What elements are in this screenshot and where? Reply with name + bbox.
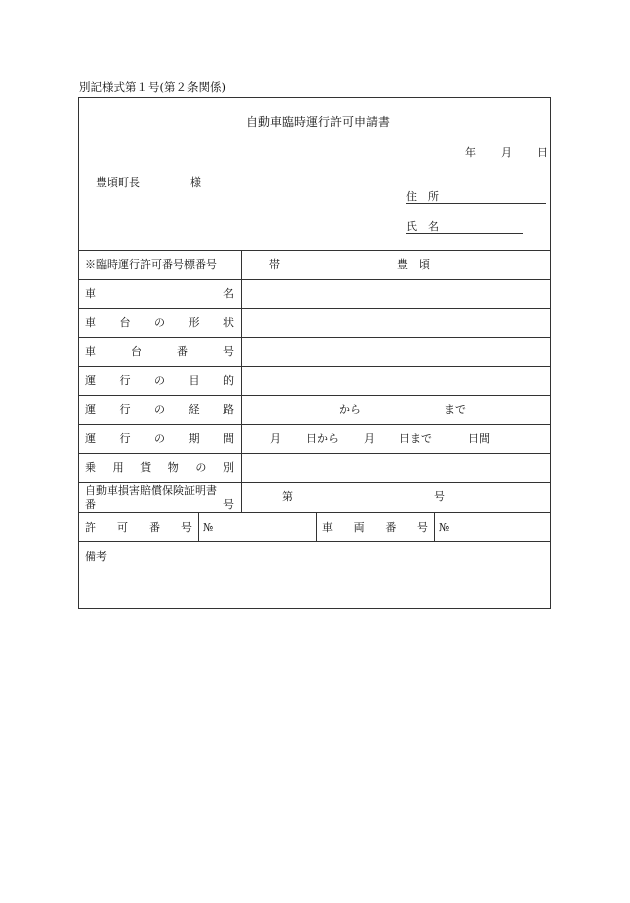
name-field[interactable] [406, 221, 523, 234]
addressee-name: 豊頃町長 [96, 176, 140, 189]
column-divider [241, 250, 242, 512]
body-number-label: 車 台 番 号 [85, 345, 234, 358]
form-caption: 別記様式第１号(第２条関係) [79, 80, 226, 94]
period-days: 日間 [468, 432, 490, 445]
row-divider [79, 541, 550, 542]
remarks-field[interactable] [85, 568, 545, 604]
temp-plate-label: ※臨時運行許可番号標番号 [85, 258, 217, 271]
body-shape-field[interactable] [247, 313, 547, 333]
temp-plate-value2: 豊 頃 [397, 258, 430, 271]
row-divider [79, 337, 550, 338]
row-divider [79, 308, 550, 309]
address-label: 住 所 [406, 190, 439, 203]
row-divider [79, 395, 550, 396]
remarks-label: 備考 [85, 550, 107, 563]
insurance-label-line1: 自動車損害賠償保険証明書 [85, 484, 217, 497]
column-divider [198, 512, 199, 541]
usage-field[interactable] [247, 458, 547, 478]
insurance-label-line2: 番 号 [85, 498, 234, 511]
usage-label: 乗 用 貨 物 の 別 [85, 461, 234, 474]
address-field[interactable] [406, 191, 546, 204]
permit-no: № [203, 521, 214, 534]
period-month: 月 [270, 432, 281, 445]
car-name-label: 車 名 [85, 287, 234, 300]
row-divider [79, 512, 550, 513]
date-year: 年 [465, 146, 476, 159]
vehicle-no: № [439, 521, 450, 534]
body-shape-label: 車 台 の 形 状 [85, 316, 234, 329]
column-divider [434, 512, 435, 541]
period-month2: 月 [364, 432, 375, 445]
temp-plate-value1: 帯 [269, 258, 280, 271]
purpose-label: 運 行 の 目 的 [85, 374, 234, 387]
route-to: まで [444, 403, 466, 416]
row-divider [79, 366, 550, 367]
row-divider [79, 279, 550, 280]
row-divider [79, 250, 550, 251]
period-to-day: 日まで [399, 432, 432, 445]
date-day: 日 [537, 146, 548, 159]
period-label: 運 行 の 期 間 [85, 432, 234, 445]
column-divider [316, 512, 317, 541]
route-label: 運 行 の 経 路 [85, 403, 234, 416]
row-divider [79, 453, 550, 454]
insurance-suffix: 号 [434, 490, 445, 503]
route-from: から [339, 403, 361, 416]
name-label: 氏 名 [406, 220, 439, 233]
application-form [78, 97, 551, 609]
row-divider [79, 482, 550, 483]
body-number-field[interactable] [247, 342, 547, 362]
row-divider [79, 424, 550, 425]
period-from-day: 日から [306, 432, 339, 445]
permit-label: 許 可 番 号 [85, 521, 192, 534]
car-name-field[interactable] [247, 284, 547, 304]
vehicle-number-label: 車 両 番 号 [322, 521, 428, 534]
addressee-honorific: 様 [190, 176, 201, 189]
purpose-field[interactable] [247, 371, 547, 391]
date-month: 月 [501, 146, 512, 159]
form-title: 自動車臨時運行許可申請書 [246, 115, 391, 129]
insurance-prefix: 第 [282, 490, 293, 503]
